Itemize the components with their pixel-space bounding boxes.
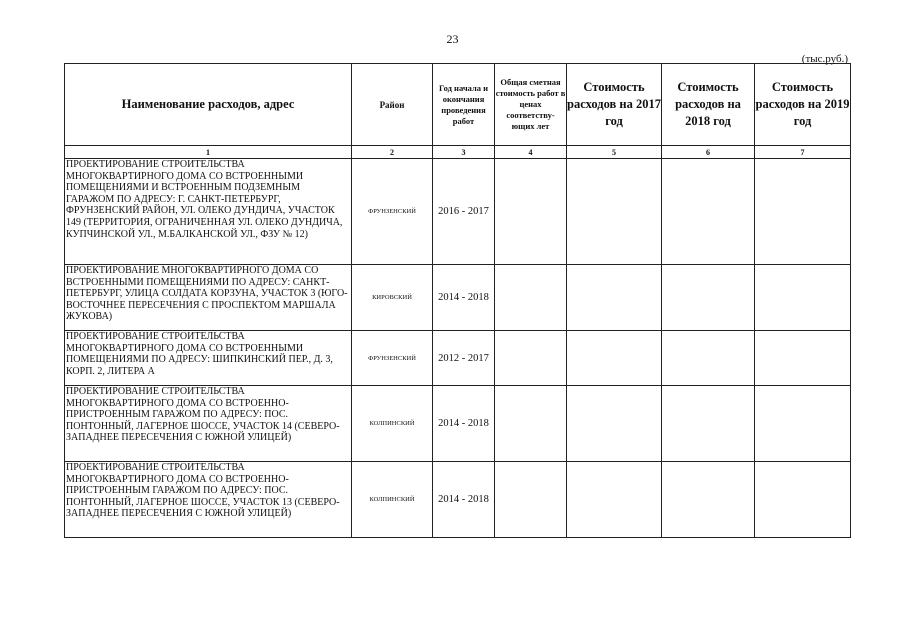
- column-number: 4: [495, 146, 567, 159]
- cost-2017-cell: [567, 386, 662, 462]
- district-cell: ФРУНЗЕНСКИЙ: [352, 331, 433, 386]
- header-cost-2018: Стоимость расходов на 2018 год: [662, 64, 755, 146]
- column-number: 7: [755, 146, 851, 159]
- cost-2017-cell: [567, 331, 662, 386]
- column-number: 3: [433, 146, 495, 159]
- column-number: 6: [662, 146, 755, 159]
- cost-2018-cell: [662, 331, 755, 386]
- header-cost-2019: Стоимость расходов на 2019 год: [755, 64, 851, 146]
- table-row: [65, 331, 851, 386]
- expense-name: ПРОЕКТИРОВАНИЕ СТРОИТЕЛЬСТВА МНОГОКВАРТИРНОГО ДОМА СО ВСТРОЕННЫМИ ПОМЕЩЕНИЯМИ ПО АДРЕСУ: ШИПКИНСКИЙ ПЕР., Д. 3, КОРП. 2, ЛИТЕРА А: [65, 331, 352, 386]
- column-number: 1: [65, 146, 352, 159]
- header-name: Наименование расходов, адрес: [65, 64, 352, 146]
- column-number: 5: [567, 146, 662, 159]
- estimate-cell: [495, 331, 567, 386]
- page-number: 23: [446, 32, 459, 46]
- cost-2018-cell: [662, 159, 755, 265]
- header-period: Год начала и окончания проведения работ: [433, 64, 495, 146]
- expense-name: ПРОЕКТИРОВАНИЕ СТРОИТЕЛЬСТВА МНОГОКВАРТИРНОГО ДОМА СО ВСТРОЕННЫМИ ПОМЕЩЕНИЯМИ И ВСТРОЕННЫМ ПОДЗЕМНЫМ ГАРАЖОМ ПО АДРЕСУ: Г. САНКТ-ПЕТЕРБУРГ, ФРУНЗЕНСКИЙ РАЙОН, УЛ. ОЛЕКО ДУНДИЧА, УЧАСТОК 149 (ТЕРРИТОРИЯ, ОГРАНИЧЕННАЯ УЛ. ОЛЕКО ДУНДИЧА, КУПЧИНСКОЙ УЛ., М.БАЛКАНСКОЙ УЛ., ФЗУ № 12): [65, 159, 352, 265]
- period-cell: 2016 - 2017: [433, 159, 495, 265]
- cost-2019-cell: [755, 386, 851, 462]
- expense-name: ПРОЕКТИРОВАНИЕ МНОГОКВАРТИРНОГО ДОМА СО ВСТРОЕННЫМИ ПОМЕЩЕНИЯМИ ПО АДРЕСУ: САНКТ-ПЕТЕРБУРГ, УЛИЦА СОЛДАТА КОРЗУНА, УЧАСТОК 3 (ЮГО-ВОСТОЧНЕЕ ПЕРЕСЕЧЕНИЯ С ПРОСПЕКТОМ МАРШАЛА ЖУКОВА): [65, 265, 352, 331]
- header-cost-2017: Стоимость расходов на 2017 год: [567, 64, 662, 146]
- column-number-row: [65, 146, 851, 159]
- expenses-table: [64, 63, 851, 538]
- period-cell: 2012 - 2017: [433, 331, 495, 386]
- district-cell: КОЛПИНСКИЙ: [352, 462, 433, 538]
- estimate-cell: [495, 265, 567, 331]
- cost-2017-cell: [567, 462, 662, 538]
- estimate-cell: [495, 462, 567, 538]
- district-cell: КИРОВСКИЙ: [352, 265, 433, 331]
- cost-2018-cell: [662, 265, 755, 331]
- column-number: 2: [352, 146, 433, 159]
- header-estimate: Общая сметная стоимость работ в ценах соответству-ющих лет: [495, 64, 567, 146]
- table-row: [65, 265, 851, 331]
- table-row: [65, 159, 851, 265]
- header-row: [65, 64, 851, 146]
- cost-2019-cell: [755, 462, 851, 538]
- district-cell: КОЛПИНСКИЙ: [352, 386, 433, 462]
- table-row: [65, 386, 851, 462]
- units-label: (тыс.руб.): [801, 53, 848, 65]
- cost-2019-cell: [755, 265, 851, 331]
- table-row: [65, 462, 851, 538]
- expense-name: ПРОЕКТИРОВАНИЕ СТРОИТЕЛЬСТВА МНОГОКВАРТИРНОГО ДОМА СО ВСТРОЕННО-ПРИСТРОЕННЫМ ГАРАЖОМ ПО АДРЕСУ: ПОС. ПОНТОННЫЙ, ЛАГЕРНОЕ ШОССЕ, УЧАСТОК 14 (СЕВЕРО-ЗАПАДНЕЕ ПЕРЕСЕЧЕНИЯ С ЮЖНОЙ УЛИЦЕЙ): [65, 386, 352, 462]
- expense-name: ПРОЕКТИРОВАНИЕ СТРОИТЕЛЬСТВА МНОГОКВАРТИРНОГО ДОМА СО ВСТРОЕННО-ПРИСТРОЕННЫМ ГАРАЖОМ ПО АДРЕСУ: ПОС. ПОНТОННЫЙ, ЛАГЕРНОЕ ШОССЕ, УЧАСТОК 13 (СЕВЕРО-ЗАПАДНЕЕ ПЕРЕСЕЧЕНИЯ С ЮЖНОЙ УЛИЦЕЙ): [65, 462, 352, 538]
- estimate-cell: [495, 386, 567, 462]
- cost-2017-cell: [567, 159, 662, 265]
- estimate-cell: [495, 159, 567, 265]
- cost-2018-cell: [662, 462, 755, 538]
- period-cell: 2014 - 2018: [433, 462, 495, 538]
- cost-2018-cell: [662, 386, 755, 462]
- district-cell: ФРУНЗЕНСКИЙ: [352, 159, 433, 265]
- period-cell: 2014 - 2018: [433, 386, 495, 462]
- cost-2019-cell: [755, 159, 851, 265]
- header-district: Район: [352, 64, 433, 146]
- period-cell: 2014 - 2018: [433, 265, 495, 331]
- cost-2019-cell: [755, 331, 851, 386]
- cost-2017-cell: [567, 265, 662, 331]
